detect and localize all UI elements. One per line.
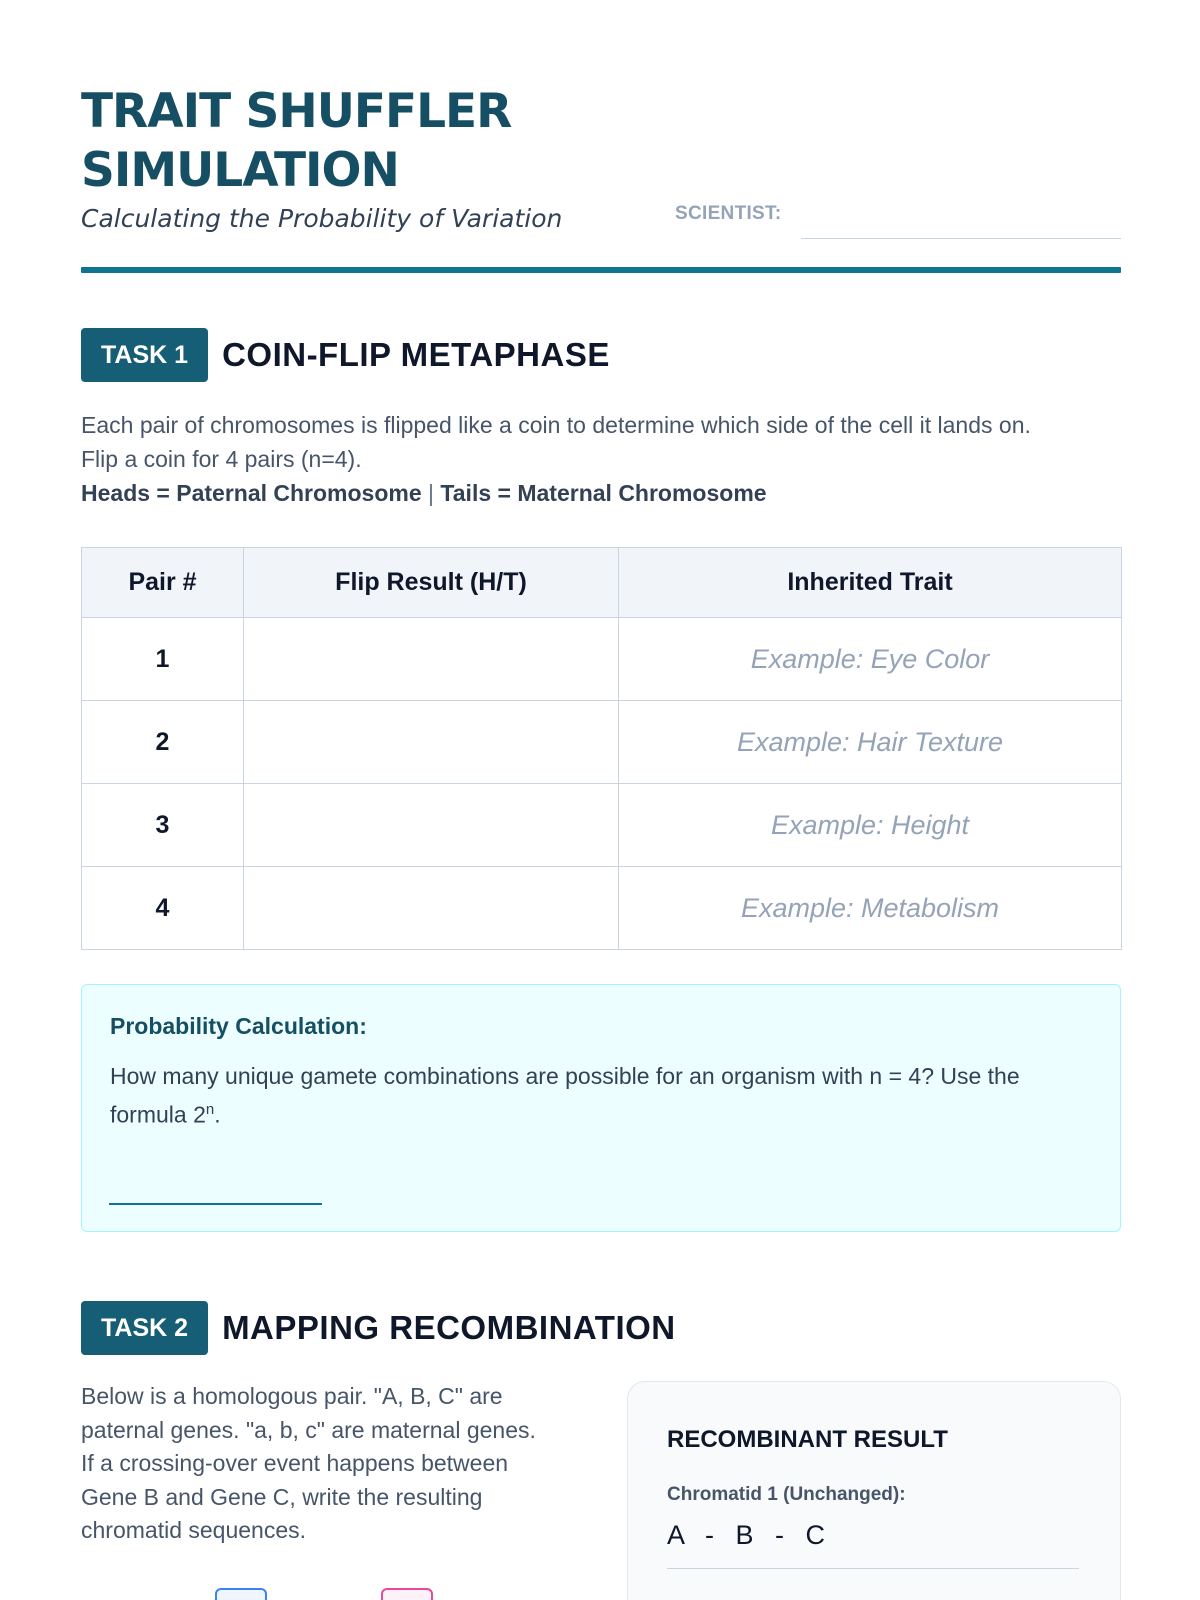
recombinant-result-card — [627, 1381, 1121, 1600]
inherited-trait-cell[interactable]: Example: Hair Texture — [619, 701, 1122, 784]
task1-intro-line1: Each pair of chromosomes is flipped like a coin to determine which side of the cell it lands on. — [81, 412, 1031, 438]
pair-number: 4 — [82, 867, 244, 950]
inherited-trait-cell[interactable]: Example: Height — [619, 784, 1122, 867]
chromatid1-label: Chromatid 1 (Unchanged): — [667, 1484, 906, 1505]
task1-heading — [81, 328, 610, 382]
inherited-trait-cell[interactable]: Example: Metabolism — [619, 867, 1122, 950]
scientist-label: SCIENTIST: — [675, 203, 782, 224]
probability-box — [81, 984, 1121, 1232]
task2-badge: TASK 2 — [81, 1301, 208, 1355]
pair-number: 3 — [82, 784, 244, 867]
table-row — [82, 867, 1122, 950]
flip-results-table — [81, 547, 1122, 950]
column-header-trait: Inherited Trait — [619, 548, 1122, 618]
table-row — [82, 618, 1122, 701]
page-subtitle: Calculating the Probability of Variation — [81, 204, 563, 233]
task1-badge: TASK 1 — [81, 328, 208, 382]
worksheet-header — [81, 82, 1121, 274]
coin-key — [81, 476, 1121, 510]
pair-number: 1 — [82, 618, 244, 701]
table-header-row — [82, 548, 1122, 618]
task2-title: MAPPING RECOMBINATION — [222, 1309, 676, 1346]
table-row — [82, 784, 1122, 867]
key-tails: Tails = Maternal Chromosome — [440, 480, 767, 506]
chromatid1-divider — [667, 1568, 1079, 1569]
maternal-chromosome-box — [381, 1588, 433, 1600]
flip-result-cell[interactable] — [244, 618, 619, 701]
worksheet-page — [81, 0, 1121, 1600]
header-divider — [81, 267, 1121, 273]
flip-result-cell[interactable] — [244, 784, 619, 867]
probability-title: Probability Calculation: — [110, 1013, 367, 1039]
inherited-trait-cell[interactable]: Example: Eye Color — [619, 618, 1122, 701]
scientist-name-field[interactable] — [801, 238, 1121, 239]
key-heads: Heads = Paternal Chromosome — [81, 480, 422, 506]
column-header-flip: Flip Result (H/T) — [244, 548, 619, 618]
column-header-pair: Pair # — [82, 548, 244, 618]
probability-question-text: How many unique gamete combinations are possible for an organism with n = 4? Use the formula 2 — [110, 1063, 1020, 1128]
exponent-n: n — [205, 1101, 215, 1118]
probability-answer-field[interactable] — [109, 1203, 322, 1205]
flip-result-cell[interactable] — [244, 867, 619, 950]
task1-intro-line2: Flip a coin for 4 pairs (n=4). — [81, 446, 362, 472]
page-title: TRAIT SHUFFLER SIMULATION — [81, 84, 512, 198]
pair-number: 2 — [82, 701, 244, 784]
paternal-chromosome-box — [215, 1588, 267, 1600]
question-period: . — [214, 1101, 221, 1128]
task1-instructions — [81, 408, 1121, 510]
recombinant-title: RECOMBINANT RESULT — [667, 1426, 948, 1453]
chromatid1-sequence: A - B - C — [667, 1520, 831, 1550]
table-row — [82, 701, 1122, 784]
task2-instructions: Below is a homologous pair. "A, B, C" are paternal genes. "a, b, c" are maternal genes. If a crossing-over event happens between Gene B and Gene C, write the resulting chromatid sequences. — [81, 1383, 536, 1543]
task1-title: COIN-FLIP METAPHASE — [222, 336, 610, 373]
task2-heading — [81, 1301, 676, 1355]
key-separator: | — [428, 480, 435, 506]
probability-question — [110, 1059, 1095, 1132]
flip-result-cell[interactable] — [244, 701, 619, 784]
